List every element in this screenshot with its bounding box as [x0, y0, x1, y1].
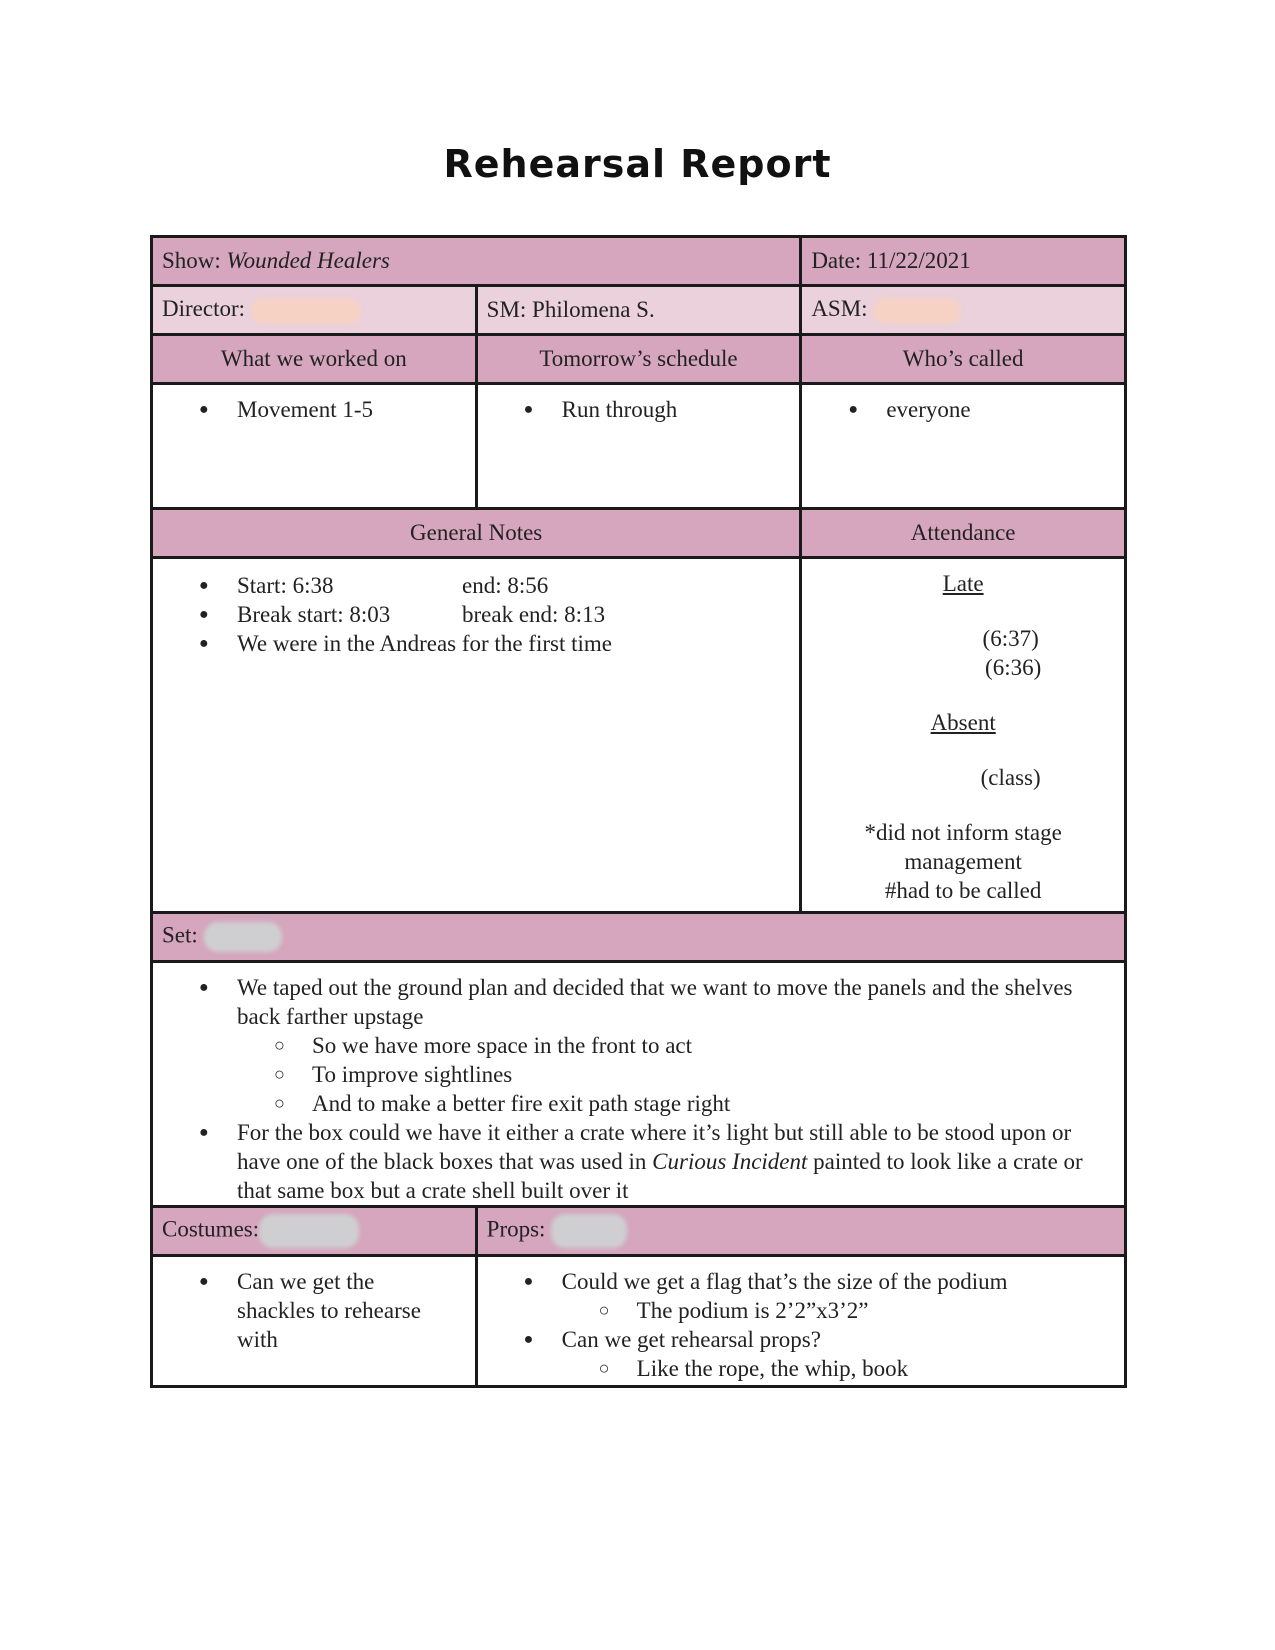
- list-item: ● Can we get the shackles to rehearse with: [237, 1267, 445, 1354]
- list-item: [237, 600, 790, 629]
- late-time-1: (6:37): [982, 626, 1039, 651]
- list-item: [237, 973, 1104, 1118]
- attendance-header: Attendance: [801, 509, 1126, 558]
- absent-reason: (class): [980, 765, 1041, 790]
- costumes-redaction: [259, 1214, 359, 1248]
- list-item: [237, 571, 790, 600]
- set-note-2b: painted to look like a crate or that same box but a crate shell built over it: [237, 1149, 1083, 1203]
- set-note-1: We taped out the ground plan and decided that we want to move the panels and the shelves back farther upstage: [237, 975, 1073, 1029]
- props-redaction: [551, 1214, 627, 1248]
- tomorrow-body: [476, 384, 801, 509]
- list-item: [237, 1118, 1104, 1205]
- report-table: [150, 235, 1127, 1388]
- absent-label: Absent: [930, 710, 996, 735]
- list-item: [562, 1267, 1115, 1325]
- sub-list-item: ○ To improve sightlines: [312, 1060, 1104, 1089]
- attendance-body: [801, 558, 1126, 913]
- asm-redaction: [873, 298, 961, 324]
- set-note-2a: For the box could we have it either a crate where it’s light but still able to be stood upon or have one of the black boxes that was used in: [237, 1120, 1072, 1174]
- tomorrow-header: Tomorrow’s schedule: [476, 335, 801, 384]
- props-body: [476, 1256, 1125, 1387]
- called-body: [801, 384, 1126, 509]
- sm-name: Philomena S.: [532, 297, 655, 322]
- director-cell: [152, 286, 477, 335]
- footnote-1a: *did not inform stage: [864, 820, 1062, 845]
- list-item: ● Movement 1-5: [237, 395, 466, 424]
- page-title: Rehearsal Report: [443, 142, 832, 186]
- show-cell: [152, 237, 801, 286]
- costumes-label: Costumes:: [162, 1216, 260, 1242]
- general-notes-body: [152, 558, 801, 913]
- show-label: Show:: [162, 248, 221, 273]
- start-time: Start: 6:38: [237, 573, 334, 598]
- director-label: Director:: [162, 296, 246, 322]
- asm-label: ASM:: [811, 296, 868, 322]
- props-note-2: Can we get rehearsal props?: [561, 1327, 821, 1352]
- set-body: [152, 962, 1126, 1207]
- set-note-2-title: Curious Incident: [652, 1149, 808, 1174]
- sub-list-item: ○ So we have more space in the front to act: [312, 1031, 1104, 1060]
- footnote-1b: management: [904, 849, 1022, 874]
- set-header: [152, 913, 1126, 962]
- footnote-2: #had to be called: [884, 878, 1042, 903]
- general-notes-header: General Notes: [152, 509, 801, 558]
- set-redaction: [204, 922, 282, 952]
- called-header: Who’s called: [801, 335, 1126, 384]
- worked-on-body: [152, 384, 477, 509]
- director-redaction: [251, 298, 361, 324]
- props-note-1: Could we get a flag that’s the size of the podium: [561, 1269, 1008, 1294]
- sub-list-item: ○ Like the rope, the whip, book: [637, 1354, 1115, 1383]
- costumes-body: [152, 1256, 477, 1387]
- props-header: [476, 1207, 1125, 1256]
- sub-list-item: ○ And to make a better fire exit path stage right: [312, 1089, 1104, 1118]
- date-cell: [801, 237, 1126, 286]
- sm-label: SM:: [486, 297, 527, 322]
- list-item: ● Run through: [562, 395, 791, 424]
- list-item: [562, 1325, 1115, 1383]
- late-label: Late: [942, 571, 984, 596]
- date-value: 11/22/2021: [866, 248, 971, 273]
- list-item: ● We were in the Andreas for the first time: [237, 629, 790, 658]
- late-time-2: (6:36): [985, 655, 1042, 680]
- set-label: Set:: [162, 922, 198, 948]
- asm-cell: [801, 286, 1126, 335]
- show-name: Wounded Healers: [226, 248, 390, 273]
- break-start-time: Break start: 8:03: [237, 602, 391, 627]
- break-end-time: break end: 8:13: [462, 602, 606, 627]
- end-time: end: 8:56: [462, 573, 549, 598]
- worked-on-header: What we worked on: [152, 335, 477, 384]
- props-label: Props:: [486, 1216, 546, 1242]
- date-label: Date:: [811, 248, 862, 273]
- costumes-header: [152, 1207, 477, 1256]
- list-item: ● everyone: [886, 395, 1115, 424]
- sub-list-item: ○ The podium is 2’2”x3’2”: [637, 1296, 1115, 1325]
- sm-cell: [476, 286, 801, 335]
